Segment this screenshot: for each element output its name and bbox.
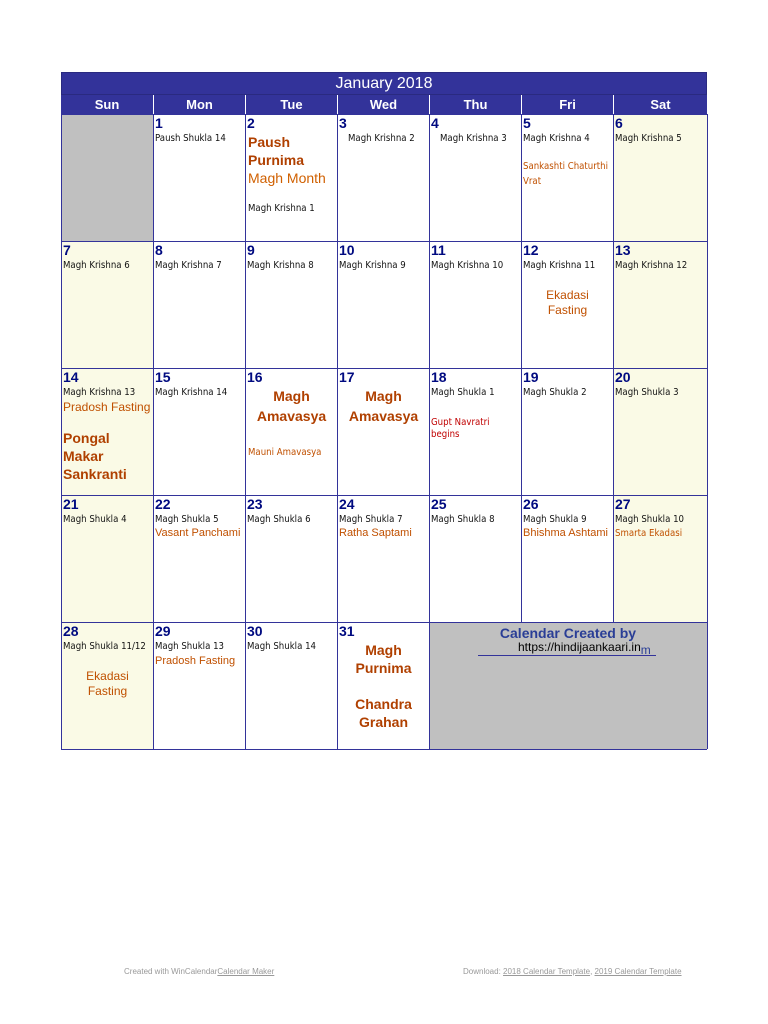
day-cell-1 [154, 114, 246, 241]
holiday-label: Purnima [355, 660, 412, 676]
empty-cell [62, 114, 154, 241]
tithi-label: Magh Shukla 8 [431, 514, 495, 525]
event-label: Mauni Amavasya [248, 447, 322, 458]
day-cell-24 [338, 495, 430, 622]
weekday-wed: Wed [337, 95, 429, 114]
day-cell-28 [62, 622, 154, 749]
calendar-title: January 2018 [61, 72, 707, 95]
calendar [61, 72, 707, 750]
event-label: Ratha Saptami [339, 527, 412, 539]
event-label: Smarta Ekadasi [615, 528, 683, 539]
event-label: Purnima [248, 152, 305, 168]
day-number: 9 [247, 242, 255, 258]
day-cell-31 [338, 622, 430, 749]
day-number: 12 [523, 242, 539, 258]
calendar-grid [61, 114, 707, 750]
footer-left-text: Created with WinCalendar [124, 967, 218, 976]
day-number: 15 [155, 369, 171, 385]
day-cell-17 [338, 368, 430, 495]
tithi-label: Magh Krishna 2 [348, 133, 415, 144]
day-number: 30 [247, 623, 263, 639]
weekday-tue: Tue [245, 95, 337, 114]
tithi-label: Magh Krishna 4 [523, 133, 590, 144]
tithi-label: Magh Krishna 13 [63, 387, 136, 398]
day-cell-13 [614, 241, 708, 368]
day-cell-29 [154, 622, 246, 749]
day-cell-20 [614, 368, 708, 495]
event-label: Magh Month [248, 170, 326, 186]
tithi-label: Magh Shukla 4 [63, 514, 127, 525]
day-cell-3 [338, 114, 430, 241]
event-label: Fasting [547, 303, 588, 317]
day-cell-22 [154, 495, 246, 622]
credit-url-tail: m [640, 643, 651, 657]
day-number: 29 [155, 623, 171, 639]
day-number: 24 [339, 496, 355, 512]
day-number: 3 [339, 115, 347, 131]
day-number: 10 [339, 242, 355, 258]
tithi-label: Magh Shukla 10 [615, 514, 685, 525]
tithi-label: Magh Krishna 12 [615, 260, 688, 271]
day-cell-27 [614, 495, 708, 622]
tithi-label: Magh Krishna 10 [431, 260, 504, 271]
tithi-label: Magh Shukla 6 [247, 514, 311, 525]
day-number: 23 [247, 496, 263, 512]
day-cell-21 [62, 495, 154, 622]
event-label: Pradosh Fasting [155, 655, 236, 667]
day-cell-19 [522, 368, 614, 495]
day-cell-14 [62, 368, 154, 495]
day-cell-6 [614, 114, 708, 241]
day-number: 19 [523, 369, 539, 385]
holiday-label: Chandra [355, 696, 412, 712]
day-cell-16 [246, 368, 338, 495]
day-number: 16 [247, 369, 263, 385]
event-label: Bhishma Ashtami [523, 527, 608, 539]
day-cell-2 [246, 114, 338, 241]
day-cell-8 [154, 241, 246, 368]
holiday-label: Makar [63, 448, 104, 464]
day-number: 1 [155, 115, 163, 131]
holiday-label: Sankranti [63, 466, 127, 482]
day-number: 6 [615, 115, 623, 131]
day-cell-10 [338, 241, 430, 368]
tithi-label: Magh Krishna 9 [339, 260, 406, 271]
tithi-label: Magh Shukla 3 [615, 387, 679, 398]
day-number: 14 [63, 369, 79, 385]
tithi-label: Magh Shukla 9 [523, 514, 587, 525]
day-number: 5 [523, 115, 531, 131]
tithi-label: Magh Krishna 14 [155, 387, 228, 398]
day-number: 28 [63, 623, 79, 639]
holiday-label: Amavasya [348, 408, 419, 424]
tithi-label: Magh Shukla 7 [339, 514, 403, 525]
day-cell-15 [154, 368, 246, 495]
tithi-label: Magh Shukla 14 [247, 641, 317, 652]
holiday-label: Pongal [63, 430, 110, 446]
tithi-label: Magh Shukla 1 [431, 387, 495, 398]
day-number: 21 [63, 496, 79, 512]
footer-left [124, 967, 274, 976]
event-label: Sankashti Chaturthi [523, 161, 609, 172]
credit-cell [430, 622, 708, 749]
holiday-label: Magh [273, 388, 310, 404]
event-label: Pradosh Fasting [63, 400, 151, 414]
weekday-sun: Sun [94, 97, 120, 112]
day-cell-9 [246, 241, 338, 368]
credit-heading: Calendar Created by [499, 625, 637, 641]
tithi-label: Magh Shukla 11/12 [63, 641, 146, 652]
day-number: 11 [431, 242, 446, 258]
holiday-label: Magh [365, 388, 402, 404]
day-number: 4 [431, 115, 439, 131]
calendar-2019-link[interactable]: 2019 Calendar Template [594, 967, 682, 976]
day-cell-5 [522, 114, 614, 241]
tithi-label: Magh Krishna 7 [155, 260, 222, 271]
weekday-fri: Fri [521, 95, 613, 114]
day-number: 2 [247, 115, 255, 131]
footer-separator: , [590, 967, 595, 976]
event-label: begins [431, 429, 460, 440]
tithi-label: Magh Krishna 8 [247, 260, 314, 271]
event-label: Vrat [523, 176, 542, 187]
tithi-label: Magh Shukla 5 [155, 514, 219, 525]
day-cell-30 [246, 622, 338, 749]
holiday-label: Magh [365, 642, 402, 658]
holiday-label: Amavasya [256, 408, 327, 424]
tithi-label: Magh Krishna 1 [248, 203, 315, 214]
credit-url: https://hindijaankaari.in [518, 640, 641, 654]
day-number: 26 [523, 496, 539, 512]
day-number: 18 [431, 369, 447, 385]
event-label: Ekadasi [86, 669, 129, 683]
weekday-thu: Thu [429, 95, 521, 114]
tithi-label: Magh Krishna 3 [440, 133, 507, 144]
day-number: 13 [615, 242, 631, 258]
day-number: 8 [155, 242, 163, 258]
weekday-mon: Mon [153, 95, 245, 114]
day-number: 25 [431, 496, 447, 512]
day-cell-26 [522, 495, 614, 622]
credit-url-link[interactable] [478, 640, 656, 656]
day-number: 17 [339, 369, 355, 385]
day-cell-4 [430, 114, 522, 241]
event-label: Gupt Navratri [431, 417, 490, 428]
tithi-label: Magh Krishna 5 [615, 133, 682, 144]
footer-right [463, 967, 682, 976]
day-number: 7 [63, 242, 71, 258]
tithi-label: Magh Shukla 2 [523, 387, 587, 398]
day-number: 20 [615, 369, 631, 385]
tithi-label: Paush Shukla 14 [155, 133, 226, 144]
day-cell-25 [430, 495, 522, 622]
day-cell-11 [430, 241, 522, 368]
day-cell-18 [430, 368, 522, 495]
calendar-2018-link[interactable]: 2018 Calendar Template [503, 967, 591, 976]
tithi-label: Magh Krishna 6 [63, 260, 130, 271]
event-label: Fasting [87, 684, 128, 698]
day-cell-23 [246, 495, 338, 622]
weekday-header [61, 95, 707, 114]
day-number: 22 [155, 496, 171, 512]
day-cell-7 [62, 241, 154, 368]
footer-right-text: Download: [463, 967, 504, 976]
day-number: 27 [615, 496, 631, 512]
event-label: Vasant Panchami [155, 527, 241, 539]
day-cell-12 [522, 241, 614, 368]
event-label: Ekadasi [546, 288, 589, 302]
calendar-maker-link[interactable]: Calendar Maker [217, 967, 275, 976]
event-label: Paush [248, 134, 291, 150]
tithi-label: Magh Krishna 11 [523, 260, 596, 271]
weekday-sat: Sat [613, 95, 707, 114]
holiday-label: Grahan [358, 714, 408, 730]
day-number: 31 [339, 623, 355, 639]
tithi-label: Magh Shukla 13 [155, 641, 225, 652]
